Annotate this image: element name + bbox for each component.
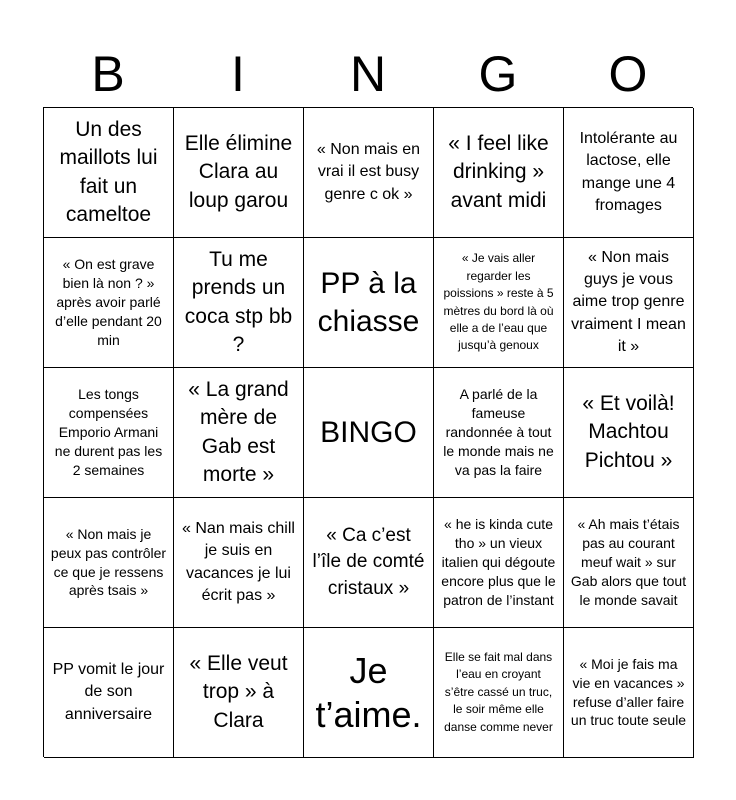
bingo-cell-r4c2[interactable]: « Nan mais chill je suis en vacances je lui écrit pas » <box>174 498 304 628</box>
bingo-cell-r4c3[interactable]: « Ca c’est l’île de comté cristaux » <box>304 498 434 628</box>
bingo-cell-r1c3[interactable]: « Non mais en vrai il est busy genre c ok » <box>304 108 434 238</box>
header-letter-o: O <box>608 46 648 102</box>
bingo-cell-r1c1[interactable]: Un des maillots lui fait un cameltoe <box>44 108 174 238</box>
header-letter-g: G <box>478 46 518 102</box>
header-letter-i: I <box>231 46 245 102</box>
header-letter-b: B <box>91 46 125 102</box>
bingo-cell-r2c2[interactable]: Tu me prends un coca stp bb ? <box>174 238 304 368</box>
bingo-cell-r3c2[interactable]: « La grand mère de Gab est morte » <box>174 368 304 498</box>
bingo-cell-r2c1[interactable]: « On est grave bien là non ? » après avoir parlé d’elle pendant 20 min <box>44 238 174 368</box>
bingo-cell-r2c3[interactable]: PP à la chiasse <box>304 238 434 368</box>
bingo-cell-r1c5[interactable]: Intolérante au lactose, elle mange une 4 fromages <box>564 108 694 238</box>
bingo-cell-r5c1[interactable]: PP vomit le jour de son anniversaire <box>44 628 174 758</box>
bingo-cell-r3c4[interactable]: A parlé de la fameuse randonnée à tout le monde mais ne va pas la faire <box>434 368 564 498</box>
bingo-board <box>43 107 693 757</box>
header-letter-n: N <box>349 46 387 102</box>
bingo-cell-r1c4[interactable]: « I feel like drinking » avant midi <box>434 108 564 238</box>
bingo-cell-free[interactable]: BINGO <box>304 368 434 498</box>
bingo-cell-r5c3[interactable]: Je t’aime. <box>304 628 434 758</box>
bingo-cell-r2c4[interactable]: « Je vais aller regarder les poissions » reste à 5 mètres du bord là où elle a de l’eau que jusqu’à genoux <box>434 238 564 368</box>
bingo-header <box>43 40 693 108</box>
bingo-cell-r5c5[interactable]: « Moi je fais ma vie en vacances » refuse d’aller faire un truc toute seule <box>564 628 694 758</box>
bingo-cell-r4c5[interactable]: « Ah mais t’étais pas au courant meuf wait » sur Gab alors que tout le monde savait <box>564 498 694 628</box>
bingo-cell-r5c2[interactable]: « Elle veut trop » à Clara <box>174 628 304 758</box>
bingo-cell-r3c1[interactable]: Les tongs compensées Emporio Armani ne durent pas les 2 semaines <box>44 368 174 498</box>
bingo-cell-r4c1[interactable]: « Non mais je peux pas contrôler ce que je ressens après tsais » <box>44 498 174 628</box>
bingo-cell-r2c5[interactable]: « Non mais guys je vous aime trop genre vraiment I mean it » <box>564 238 694 368</box>
bingo-cell-r4c4[interactable]: « he is kinda cute tho » un vieux italien qui dégoute encore plus que le patron de l’instant <box>434 498 564 628</box>
bingo-cell-r1c2[interactable]: Elle élimine Clara au loup garou <box>174 108 304 238</box>
bingo-cell-r3c5[interactable]: « Et voilà! Machtou Pichtou » <box>564 368 694 498</box>
bingo-cell-r5c4[interactable]: Elle se fait mal dans l’eau en croyant s’être cassé un truc, le soir même elle danse comme never <box>434 628 564 758</box>
